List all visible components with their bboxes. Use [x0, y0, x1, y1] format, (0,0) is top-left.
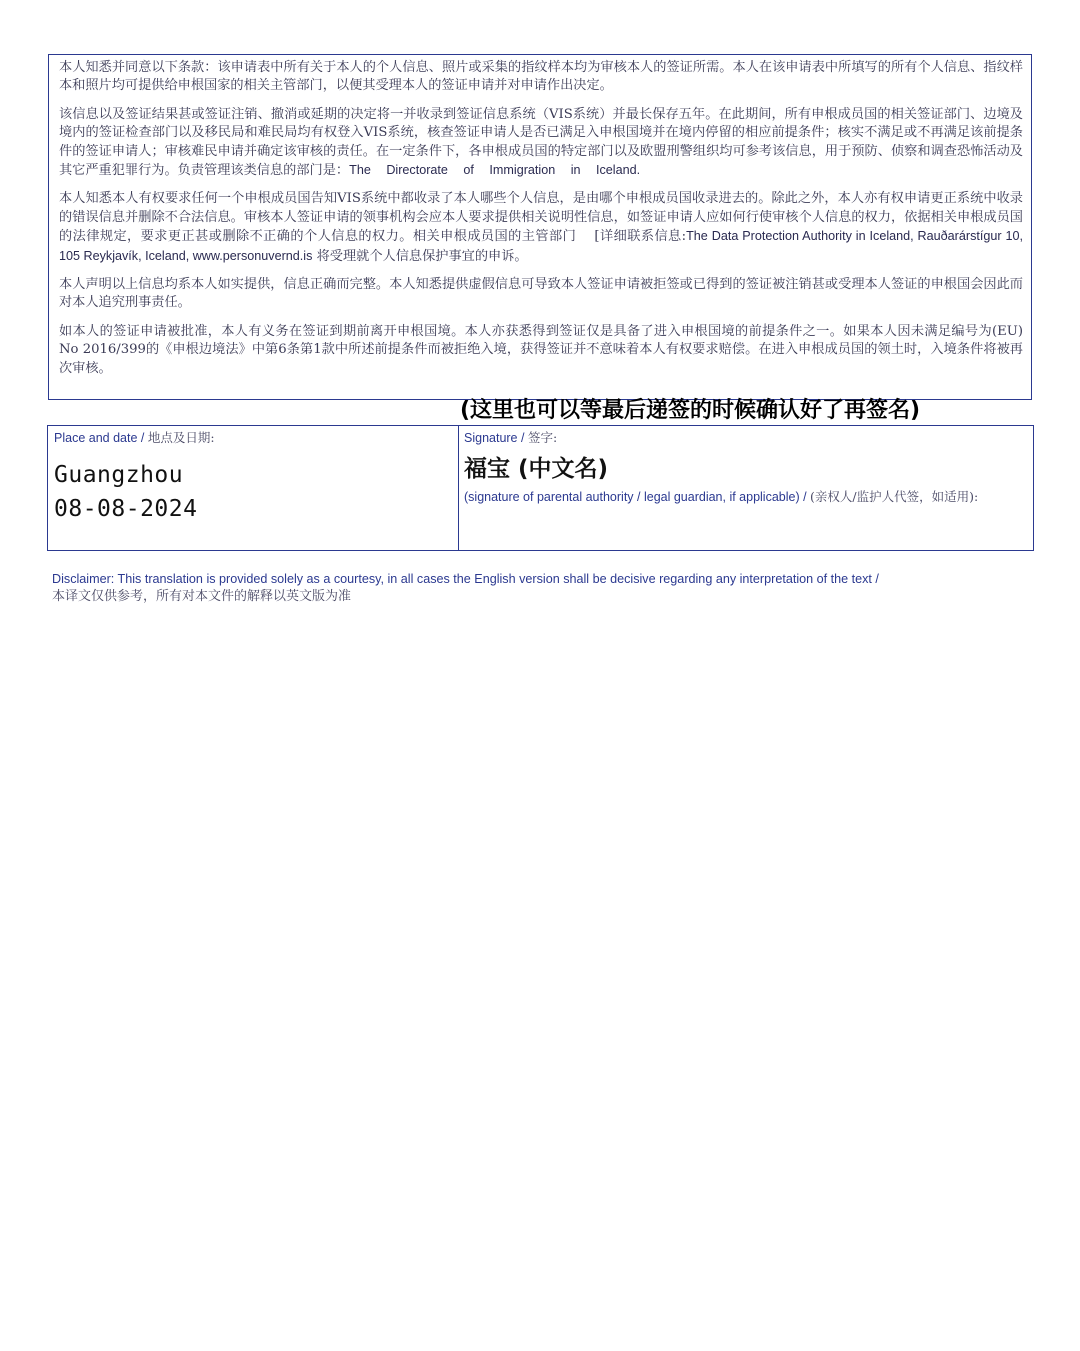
rights-tail: 将受理就个人信息保护事宜的申诉。: [312, 248, 528, 264]
place-date-cell[interactable]: [48, 426, 459, 550]
guardian-note: [464, 488, 1033, 506]
place-value: Guangzhou: [54, 462, 184, 488]
data-protection-authority: The Data Protection Authority in Iceland, Rauðarárstígur 10, 105 Reykjavík, Iceland, www.personuvernd.is: [59, 229, 1023, 263]
guardian-note-en: (signature of parental authority / legal guardian, if applicable) /: [464, 490, 811, 504]
vis-text: 该信息以及签证结果甚或签证注销、撤消或延期的决定将一并收录到签证信息系统（VIS系统）并最长保存五年。在此期间，所有申根成员国的相关签证部门、边境及境内的签证检查部门以及移民局和难民局均有权登入VIS系统，核查签证申请人是否已满足入申根国境并在境内停留的相应前提条件；核实不满足或不再满足该前提条件的签证申请人；审核难民申请并确定该审核的责任。在一定条件下，各申根成员国的特定部门以及欧盟刑警组织均可参考该信息，用于预防、侦察和调查恐怖活动及其它严重犯罪行为。负责管理该类信息的部门是：: [59, 106, 1023, 179]
date-value: 08-08-2024: [54, 496, 198, 522]
place-date-label: [54, 430, 458, 446]
disclaimer-zh: 本译文仅供参考，所有对本文件的解释以英文版为准: [52, 589, 352, 604]
rights-text: 本人知悉本人有权要求任何一个申根成员国告知VIS系统中都收录了本人哪些个人信息，是由哪个申根成员国收录进去的。除此之外，本人亦有权申请更正系统中收录的错误信息并删除不合法信息。审核本人签证申请的领事机构会应本人要求提供相关说明性信息，如签证申请人应如何行使审核个人信息的权力，依据相关申根成员国的法律规定，要求更正甚或删除不正确的个人信息的权力。相关申根成员国的主管部门 [详细联系信息:: [59, 191, 1023, 245]
declaration-paragraph-truth: 本人声明以上信息均系本人如实提供，信息正确而完整。本人知悉提供虚假信息可导致本人签证申请被拒签或已得到的签证被注销甚或受理本人签证的申根国会因此而对本人追究刑事责任。: [59, 277, 1023, 311]
immigration-authority: The Directorate of Immigration in Iceland.: [349, 163, 641, 178]
declaration-paragraph-exit: 如本人的签证申请被批准，本人有义务在签证到期前离开申根国境。本人亦获悉得到签证仅是具备了进入申根国境的前提条件之一。如果本人因未满足编号为(EU) No 2016/399的《申根边境法》中第6条第1款中所述前提条件而被拒绝入境，获得签证并不意味着本人有权要求赔偿。在进入申根成员国的领土时，入境条件将被再次审核。: [59, 323, 1023, 376]
signature-label-zh: 签字:: [527, 430, 558, 445]
signature-value: 福宝 (中文名): [464, 456, 609, 482]
declaration-paragraph-rights: [59, 190, 1023, 266]
signature-cell[interactable]: [459, 426, 1033, 550]
handwritten-annotation: (这里也可以等最后递签的时候确认好了再签名): [460, 398, 921, 423]
place-date-label-en: Place and date /: [54, 431, 148, 445]
signature-table: [47, 425, 1034, 551]
declaration-paragraph-vis: [59, 106, 1023, 181]
declaration-paragraph-consent: 本人知悉并同意以下条款：该申请表中所有关于本人的个人信息、照片或采集的指纹样本均为审核本人的签证所需。本人在该申请表中所填写的所有个人信息、指纹样本和照片均可提供给申根国家的相关主管部门，以便其受理本人的签证申请并对申请作出决定。: [59, 60, 1023, 94]
disclaimer: [52, 571, 952, 605]
disclaimer-en: Disclaimer: This translation is provided solely as a courtesy, in all cases the English version shall be decisive regarding any interpretation of the text /: [52, 572, 879, 586]
signature-label-en: Signature /: [464, 431, 528, 445]
place-date-label-zh: 地点及日期:: [147, 430, 215, 445]
guardian-note-zh: (亲权人/监护人代签，如适用):: [810, 489, 979, 504]
declaration-box: [48, 54, 1032, 400]
signature-label: [464, 430, 1033, 446]
